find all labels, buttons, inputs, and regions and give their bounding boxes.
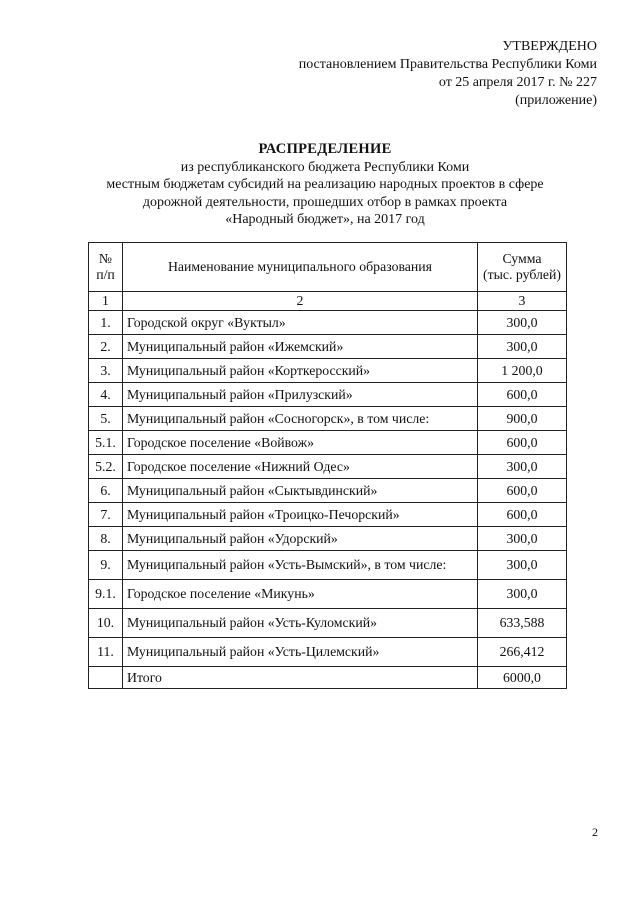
table-row bbox=[89, 383, 567, 407]
row-number: 4. bbox=[89, 383, 123, 407]
row-number: 5.1. bbox=[89, 431, 123, 455]
municipality-name: Муниципальный район «Сыктывдинский» bbox=[123, 479, 478, 503]
heading-line-2: местным бюджетам субсидий на реализацию народных проектов в сфере bbox=[106, 177, 544, 192]
header-sum-label: Сумма bbox=[502, 251, 542, 266]
municipality-name: Муниципальный район «Усть-Куломский» bbox=[123, 609, 478, 638]
subsidy-amount: 600,0 bbox=[478, 479, 567, 503]
row-number: 2. bbox=[89, 335, 123, 359]
table-row bbox=[89, 638, 567, 667]
subsidy-amount: 600,0 bbox=[478, 503, 567, 527]
column-number-2: 2 bbox=[123, 292, 478, 311]
document-heading bbox=[80, 141, 570, 229]
column-number-1: 1 bbox=[89, 292, 123, 311]
subsidy-amount: 300,0 bbox=[478, 580, 567, 609]
heading-line-3: дорожной деятельности, прошедших отбор в рамках проекта bbox=[142, 194, 508, 210]
row-number: 8. bbox=[89, 527, 123, 551]
table-row bbox=[89, 551, 567, 580]
table-row bbox=[89, 455, 567, 479]
page-number: 2 bbox=[592, 825, 598, 839]
subsidy-amount: 300,0 bbox=[478, 455, 567, 479]
subsidy-amount: 600,0 bbox=[478, 383, 567, 407]
approval-line-appendix: (приложение) bbox=[515, 93, 597, 108]
table-row bbox=[89, 479, 567, 503]
municipality-name: Муниципальный район «Троицко-Печорский» bbox=[123, 503, 478, 527]
total-row bbox=[89, 667, 567, 689]
subsidy-amount: 300,0 bbox=[478, 527, 567, 551]
row-number: 10. bbox=[89, 609, 123, 638]
total-amount: 6000,0 bbox=[478, 667, 567, 689]
approval-stamp bbox=[299, 38, 597, 110]
table-row bbox=[89, 335, 567, 359]
row-number: 6. bbox=[89, 479, 123, 503]
table-row bbox=[89, 431, 567, 455]
approval-line-approved: УТВЕРЖДЕНО bbox=[502, 39, 597, 54]
heading-line-4: «Народный бюджет», на 2017 год bbox=[225, 212, 425, 227]
table-row bbox=[89, 503, 567, 527]
municipality-name: Городское поселение «Нижний Одес» bbox=[123, 455, 478, 479]
subsidy-amount: 300,0 bbox=[478, 311, 567, 335]
row-number: 9.1. bbox=[89, 580, 123, 609]
table-row bbox=[89, 527, 567, 551]
header-number-abbr: п/п bbox=[96, 267, 115, 282]
header-name: Наименование муниципального образования bbox=[123, 243, 478, 292]
document-title: РАСПРЕДЕЛЕНИЕ bbox=[258, 141, 392, 157]
header-number bbox=[89, 243, 123, 292]
approval-line-resolution: постановлением Правительства Республики Коми bbox=[298, 57, 597, 72]
distribution-table bbox=[88, 242, 567, 689]
table-row bbox=[89, 609, 567, 638]
municipality-name: Муниципальный район «Сосногорск», в том числе: bbox=[123, 407, 478, 431]
subsidy-amount: 300,0 bbox=[478, 551, 567, 580]
subsidy-amount: 266,412 bbox=[478, 638, 567, 667]
row-number: 5. bbox=[89, 407, 123, 431]
total-label: Итого bbox=[123, 667, 478, 689]
header-number-symbol: № bbox=[98, 251, 113, 266]
heading-line-1: из республиканского бюджета Республики Коми bbox=[180, 159, 470, 175]
column-number-3: 3 bbox=[478, 292, 567, 311]
total-row-number bbox=[89, 667, 123, 689]
row-number: 3. bbox=[89, 359, 123, 383]
table-row bbox=[89, 407, 567, 431]
row-number: 9. bbox=[89, 551, 123, 580]
row-number: 7. bbox=[89, 503, 123, 527]
municipality-name: Муниципальный район «Корткеросский» bbox=[123, 359, 478, 383]
subsidy-amount: 300,0 bbox=[478, 335, 567, 359]
table-row bbox=[89, 359, 567, 383]
table-row bbox=[89, 580, 567, 609]
subsidy-amount: 900,0 bbox=[478, 407, 567, 431]
row-number: 5.2. bbox=[89, 455, 123, 479]
column-number-row bbox=[89, 292, 567, 311]
municipality-name: Муниципальный район «Удорский» bbox=[123, 527, 478, 551]
municipality-name: Городской округ «Вуктыл» bbox=[123, 311, 478, 335]
table-header-row bbox=[89, 243, 567, 292]
table-row bbox=[89, 311, 567, 335]
subsidy-amount: 600,0 bbox=[478, 431, 567, 455]
municipality-name: Муниципальный район «Усть-Вымский», в том числе: bbox=[123, 551, 478, 580]
municipality-name: Муниципальный район «Прилузский» bbox=[123, 383, 478, 407]
row-number: 1. bbox=[89, 311, 123, 335]
municipality-name: Городское поселение «Войвож» bbox=[123, 431, 478, 455]
municipality-name: Муниципальный район «Ижемский» bbox=[123, 335, 478, 359]
approval-line-date: от 25 апреля 2017 г. № 227 bbox=[438, 75, 597, 90]
municipality-name: Муниципальный район «Усть-Цилемский» bbox=[123, 638, 478, 667]
subsidy-amount: 633,588 bbox=[478, 609, 567, 638]
header-sum bbox=[478, 243, 567, 292]
row-number: 11. bbox=[89, 638, 123, 667]
header-sum-unit: (тыс. рублей) bbox=[482, 267, 561, 282]
subsidy-amount: 1 200,0 bbox=[478, 359, 567, 383]
municipality-name: Городское поселение «Микунь» bbox=[123, 580, 478, 609]
